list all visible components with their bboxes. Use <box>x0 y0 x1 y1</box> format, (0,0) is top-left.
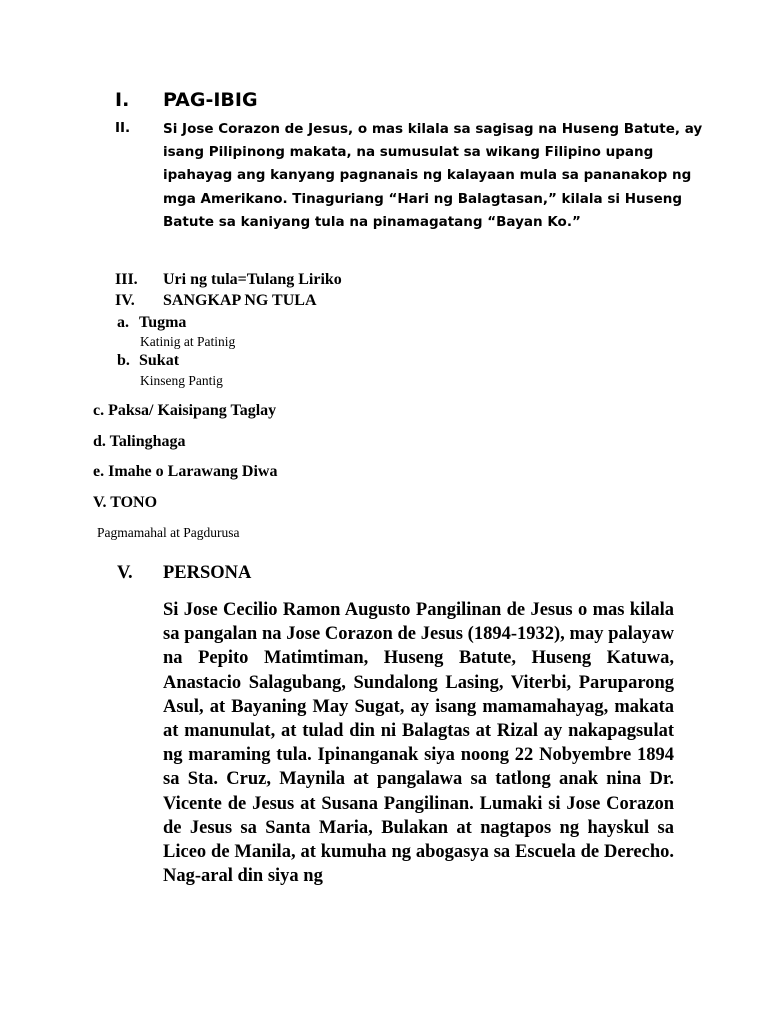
section-1-title: PAG-IBIG <box>163 89 258 111</box>
item-b-sub: Kinseng Pantig <box>140 373 223 388</box>
section-1-number: I. <box>115 89 130 111</box>
section-3-text: Uri ng tula=Tulang Liriko <box>163 271 342 288</box>
tono-title: V. TONO <box>93 494 158 511</box>
item-b-title: Sukat <box>139 352 180 369</box>
item-e: e. Imahe o Larawang Diwa <box>93 463 278 480</box>
persona-paragraph: Si Jose Cecilio Ramon Augusto Pangilinan de Jesus o mas kilala sa pangalan na Jose Corazon de Jesus (1894-1932), may palayaw na Pepito Matimtiman, Huseng Batute, Huseng Katuwa, Anastacio Salagubang, Sundalong Lasing, Viterbi, Paruparong Asul, at Bayaning May Sugat, ay isang mamamahayag, makata at manunulat, at tulad din ni Balagtas at Rizal ay nakapagsulat ng maraming tula. Ipinanganak siya noong 22 Nobyembre 1894 sa Sta. Cruz, Maynila at pangalawa sa tatlong anak nina Dr. Vicente de Jesus at Susana Pangilinan. Lumaki si Jose Corazon de Jesus sa Santa Maria, Bulakan at nagtapos ng hayskul sa Liceo de Manila, at kumuha ng abogasya sa Escuela de Derecho. Nag-aral din siya ng <box>163 600 674 887</box>
item-a-title: Tugma <box>139 314 187 331</box>
section-4-number: IV. <box>115 292 135 309</box>
persona-title: PERSONA <box>163 563 252 583</box>
item-d: d. Talinghaga <box>93 433 186 450</box>
item-a-sub: Katinig at Patinig <box>140 334 236 349</box>
section-4-title: SANGKAP NG TULA <box>163 292 317 309</box>
section-2-number: II. <box>115 120 131 136</box>
persona-number: V. <box>117 563 133 583</box>
item-c: c. Paksa/ Kaisipang Taglay <box>93 402 277 419</box>
section-3-number: III. <box>115 271 138 288</box>
section-2-paragraph: Si Jose Corazon de Jesus, o mas kilala sa sagisag na Huseng Batute, ay isang Pilipinong makata, na sumusulat sa wikang Filipino upang ipahayag ang kanyang pagnanais ng kalayaan mula sa pananakop ng mga Amerikano. Tinaguriang “Hari ng Balagtasan,” kilala si Huseng Batute sa kaniyang tula na pinamagatang “Bayan Ko.” <box>163 121 703 230</box>
tono-sub: Pagmamahal at Pagdurusa <box>97 525 240 540</box>
item-a-label: a. <box>117 314 129 331</box>
item-b-label: b. <box>117 352 130 369</box>
